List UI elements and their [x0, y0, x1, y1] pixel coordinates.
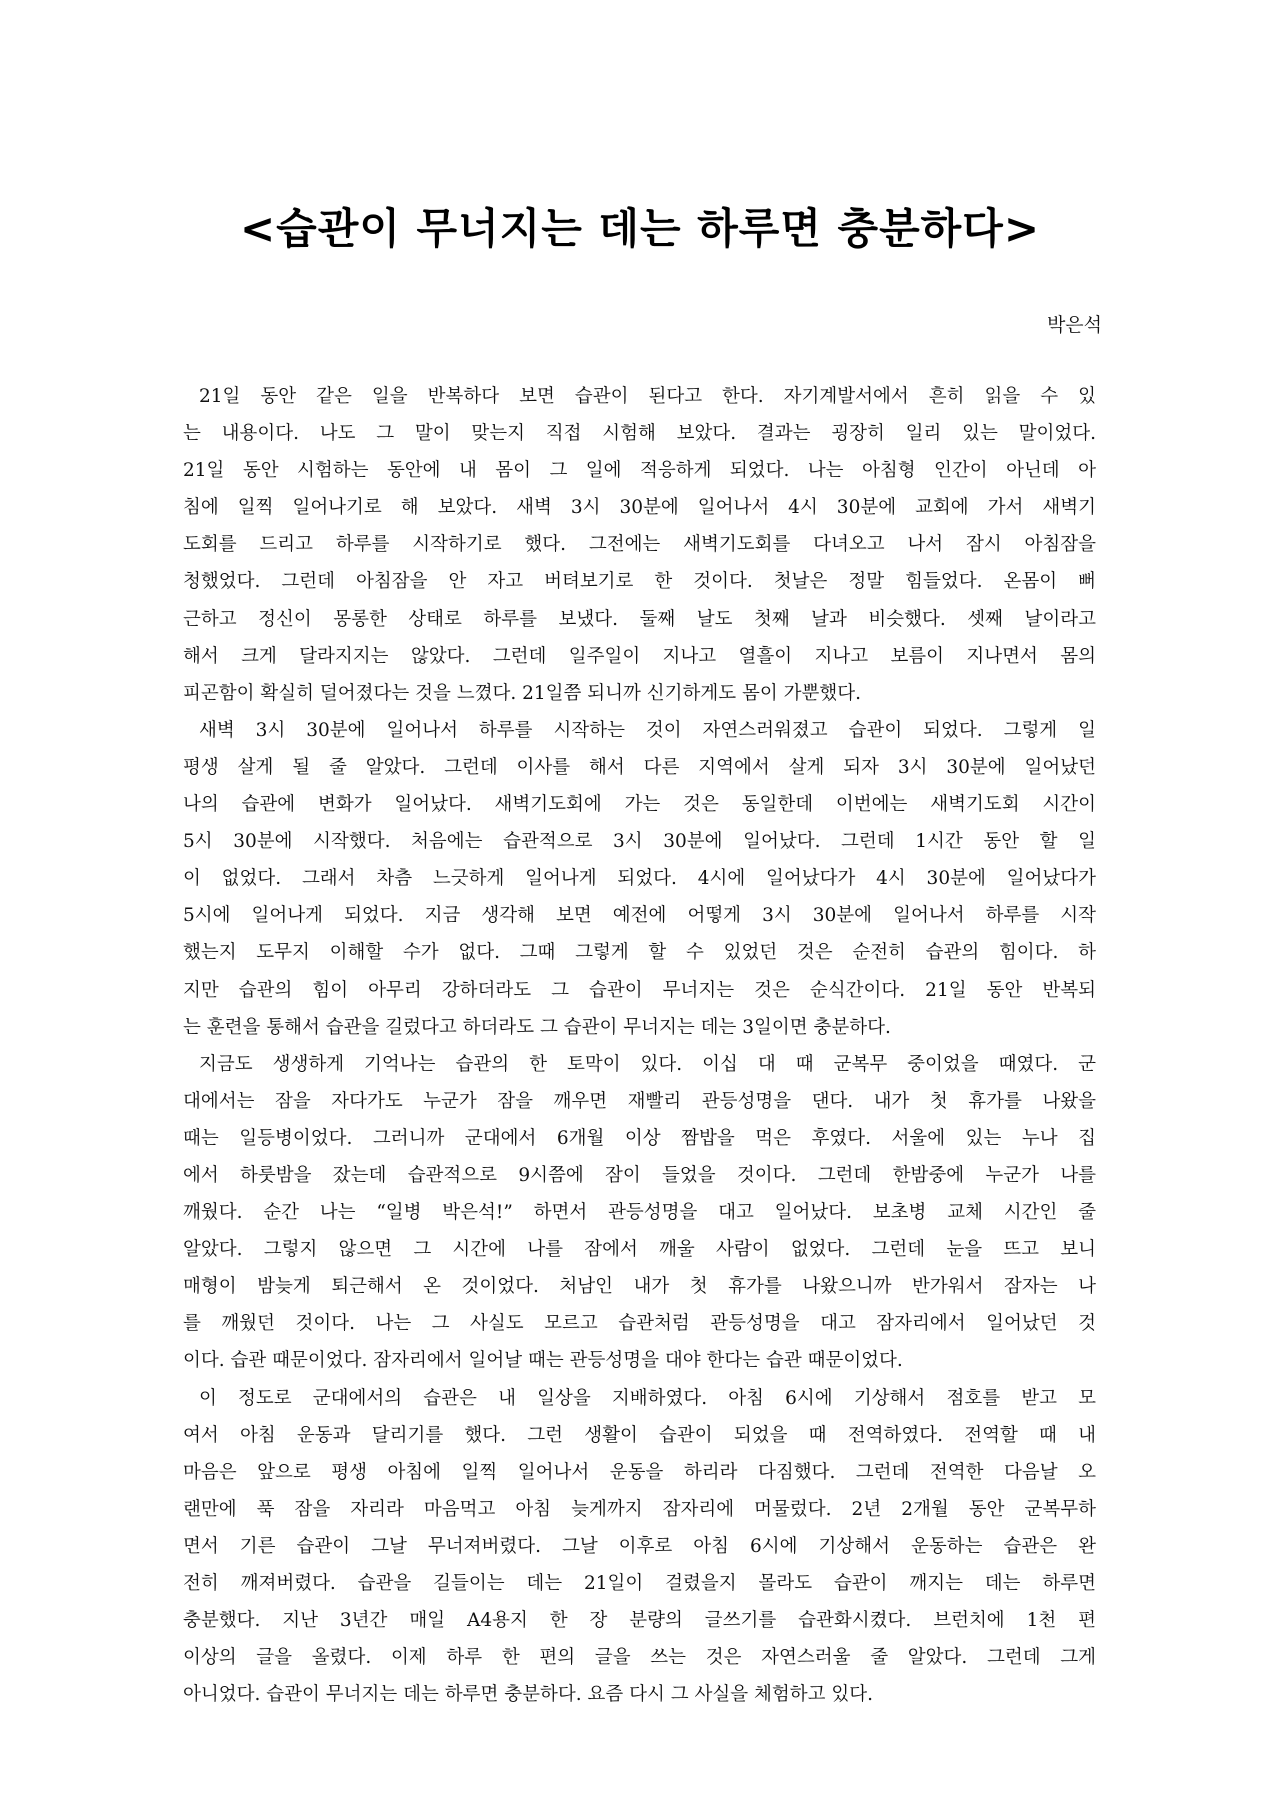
text-line: 를 깨웠던 것이다. 나는 그 사실도 모르고 습관처럼 관등성명을 대고 잠자리에서 일어났던 것 — [183, 1313, 1096, 1335]
text-line: 면서 기른 습관이 그날 무너져버렸다. 그날 이후로 아침 6시에 기상해서 운동하는 습관은 완 — [183, 1535, 1096, 1557]
document-title: <습관이 무너지는 데는 하루면 충분하다> — [239, 204, 1041, 253]
paragraph — [183, 378, 1096, 712]
text-line: 아니었다. 습관이 무너지는 데는 하루면 충분하다. 요즘 다시 그 사실을 체험하고 있다. — [183, 1684, 873, 1706]
text-line: 이 없었다. 그래서 차츰 느긋하게 일어나게 되었다. 4시에 일어났다가 4시 30분에 일어났다가 — [183, 868, 1096, 890]
text-line: 피곤함이 확실히 덜어졌다는 것을 느꼈다. 21일쯤 되니까 신기하게도 몸이 가뿐했다. — [183, 682, 861, 704]
text-line: 21일 동안 같은 일을 반복하다 보면 습관이 된다고 한다. 자기계발서에서 흔히 읽을 수 있 — [199, 386, 1096, 407]
text-line: 매형이 밤늦게 퇴근해서 온 것이었다. 처남인 내가 첫 휴가를 나왔으니까 반가워서 잠자는 나 — [183, 1276, 1096, 1298]
text-line: 근하고 정신이 몽롱한 상태로 하루를 보냈다. 둘째 날도 첫째 날과 비슷했다. 셋째 날이라고 — [183, 608, 1096, 630]
text-line: 5시 30분에 시작했다. 처음에는 습관적으로 3시 30분에 일어났다. 그런데 1시간 동안 할 일 — [183, 831, 1096, 853]
paragraph — [183, 1380, 1096, 1714]
text-line: 나의 습관에 변화가 일어났다. 새벽기도회에 가는 것은 동일한데 이번에는 새벽기도회 시간이 — [183, 794, 1096, 816]
author-name: 박은석 — [1046, 314, 1102, 336]
text-line: 마음은 앞으로 평생 아침에 일찍 일어나서 운동을 하리라 다짐했다. 그런데 전역한 다음날 오 — [183, 1461, 1096, 1483]
text-line: 대에서는 잠을 자다가도 누군가 잠을 깨우면 재빨리 관등성명을 댄다. 내가 첫 휴가를 나왔을 — [183, 1090, 1096, 1112]
text-line: 는 훈련을 통해서 습관을 길렀다고 하더라도 그 습관이 무너지는 데는 3일이면 충분하다. — [183, 1016, 891, 1038]
text-line: 이 정도로 군대에서의 습관은 내 일상을 지배하였다. 아침 6시에 기상해서 점호를 받고 모 — [199, 1387, 1096, 1409]
text-line: 했는지 도무지 이해할 수가 없다. 그때 그렇게 할 수 있었던 것은 순전히 습관의 힘이다. 하 — [183, 942, 1097, 964]
text-line: 5시에 일어나게 되었다. 지금 생각해 보면 예전에 어떻게 3시 30분에 일어나서 하루를 시작 — [183, 905, 1096, 927]
paragraph — [183, 712, 1096, 1046]
text-line: 지만 습관의 힘이 아무리 강하더라도 그 습관이 무너지는 것은 순식간이다. 21일 동안 반복되 — [183, 979, 1096, 1001]
text-line: 해서 크게 달라지지는 않았다. 그런데 일주일이 지나고 열흘이 지나고 보름이 지나면서 몸의 — [183, 645, 1096, 667]
text-line: 알았다. 그렇지 않으면 그 시간에 나를 잠에서 깨울 사람이 없었다. 그런데 눈을 뜨고 보니 — [183, 1239, 1096, 1261]
paragraph — [183, 1046, 1096, 1380]
text-line: 충분했다. 지난 3년간 매일 A4용지 한 장 분량의 글쓰기를 습관화시켰다. 브런치에 1천 편 — [183, 1610, 1096, 1632]
text-line: 에서 하룻밤을 잤는데 습관적으로 9시쯤에 잠이 들었을 것이다. 그런데 한밤중에 누군가 나를 — [183, 1164, 1096, 1186]
text-line: 21일 동안 시험하는 동안에 내 몸이 그 일에 적응하게 되었다. 나는 아침형 인간이 아닌데 아 — [183, 460, 1096, 482]
text-line: 랜만에 푹 잠을 자리라 마음먹고 아침 늦게까지 잠자리에 머물렀다. 2년 2개월 동안 군복무하 — [183, 1498, 1096, 1520]
text-line: 전히 깨져버렸다. 습관을 길들이는 데는 21일이 걸렸을지 몰라도 습관이 깨지는 데는 하루면 — [183, 1573, 1096, 1594]
text-line: 이다. 습관 때문이었다. 잠자리에서 일어날 때는 관등성명을 대야 한다는 습관 때문이었다. — [183, 1350, 903, 1372]
text-line: 도회를 드리고 하루를 시작하기로 했다. 그전에는 새벽기도회를 다녀오고 나서 잠시 아침잠을 — [183, 534, 1096, 556]
document-body — [183, 378, 1096, 1713]
text-line: 지금도 생생하게 기억나는 습관의 한 토막이 있다. 이십 대 때 군복무 중이었을 때였다. 군 — [199, 1053, 1096, 1075]
text-line: 는 내용이다. 나도 그 말이 맞는지 직접 시험해 보았다. 결과는 굉장히 일리 있는 말이었다. — [183, 423, 1096, 445]
text-line: 청했었다. 그런데 아침잠을 안 자고 버텨보기로 한 것이다. 첫날은 정말 힘들었다. 온몸이 뻐 — [183, 571, 1096, 593]
text-line: 침에 일찍 일어나기로 해 보았다. 새벽 3시 30분에 일어나서 4시 30분에 교회에 가서 새벽기 — [183, 497, 1096, 519]
text-line: 새벽 3시 30분에 일어나서 하루를 시작하는 것이 자연스러워졌고 습관이 되었다. 그렇게 일 — [199, 719, 1096, 741]
text-line: 여서 아침 운동과 달리기를 했다. 그런 생활이 습관이 되었을 때 전역하였다. 전역할 때 내 — [183, 1424, 1096, 1446]
text-line: 평생 살게 될 줄 알았다. 그런데 이사를 해서 다른 지역에서 살게 되자 3시 30분에 일어났던 — [183, 756, 1096, 778]
text-line: 깨웠다. 순간 나는 “일병 박은석!” 하면서 관등성명을 대고 일어났다. 보초병 교체 시간인 줄 — [183, 1202, 1096, 1224]
text-line: 때는 일등병이었다. 그러니까 군대에서 6개월 이상 짬밥을 먹은 후였다. 서울에 있는 누나 집 — [183, 1127, 1096, 1149]
text-line: 이상의 글을 올렸다. 이제 하루 한 편의 글을 쓰는 것은 자연스러울 줄 알았다. 그런데 그게 — [183, 1647, 1097, 1669]
